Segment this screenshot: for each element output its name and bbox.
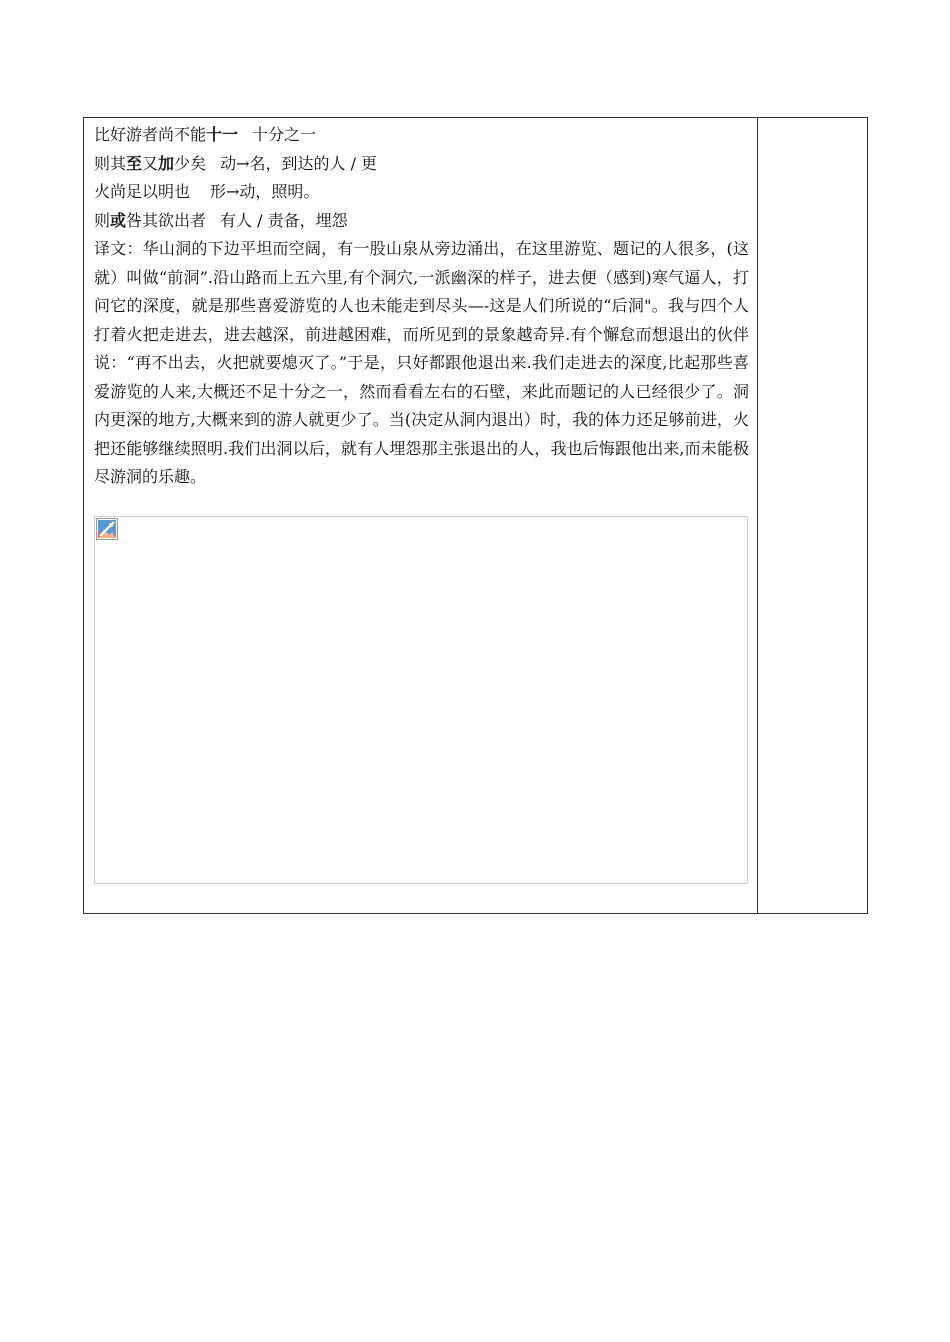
translation-paragraph: 译文：华山洞的下边平坦而空阔，有一股山泉从旁边涌出，在这里游览、题记的人很多，(这就）叫做“前洞”.沿山路而上五六里,有个洞穴,一派幽深的样子，进去便（感到)寒气逼人，打问它的深度，就是那些喜爱游览的人也未能走到尽头—-这是人们所说的“后洞"。我与四个人打着火把走进去，进去越深，前进越困难，而所见到的景象越奇异.有个懈怠而想退出的伙伴说：“再不出去，火把就要熄灭了。”于是，只好都跟他退出来.我们走进去的深度,比起那些喜爱游览的人来,大概还不足十分之一，然而看看左右的石壁，来此而题记的人已经很少了。洞内更深的地方,大概来到的游人就更少了。当(决定从洞内退出）时，我的体力还足够前进，火把还能够继续照明.我们出洞以后，就有人埋怨那主张退出的人，我也后悔跟他出来,而未能极尽游洞的乐趣。 — [94, 239, 749, 486]
note-2-text-c: 少矣 — [174, 153, 207, 173]
note-1-text: 比好游者尚不能 — [94, 125, 207, 144]
note-line-1 — [94, 121, 749, 150]
note-2-text-b: 又 — [142, 153, 159, 173]
side-cell — [758, 118, 867, 913]
note-4-text-b: 咎其欲出者 — [126, 210, 207, 230]
content-cell — [84, 118, 758, 913]
note-4-text-a: 则 — [94, 210, 111, 230]
note-line-2 — [94, 150, 749, 179]
note-4-gloss: 有人 / 责备，埋怨 — [220, 210, 348, 230]
note-3-gloss: 形→动，照明。 — [210, 182, 320, 201]
note-2-keyword-a: 至 — [126, 153, 143, 173]
note-1-gloss: 十分之一 — [252, 125, 317, 144]
note-2-gloss: 动→名，到达的人 / 更 — [220, 153, 378, 173]
note-1-keyword: 十一 — [206, 125, 239, 144]
note-4-keyword: 或 — [110, 210, 127, 230]
broken-image-icon — [96, 518, 118, 540]
note-line-4 — [94, 207, 749, 236]
note-3-text: 火尚足以明也 — [94, 182, 191, 201]
note-2-keyword-b: 加 — [158, 153, 175, 173]
note-2-text-a: 则其 — [94, 153, 127, 173]
image-placeholder — [94, 516, 748, 884]
document-table — [83, 117, 868, 914]
note-line-3 — [94, 178, 749, 207]
